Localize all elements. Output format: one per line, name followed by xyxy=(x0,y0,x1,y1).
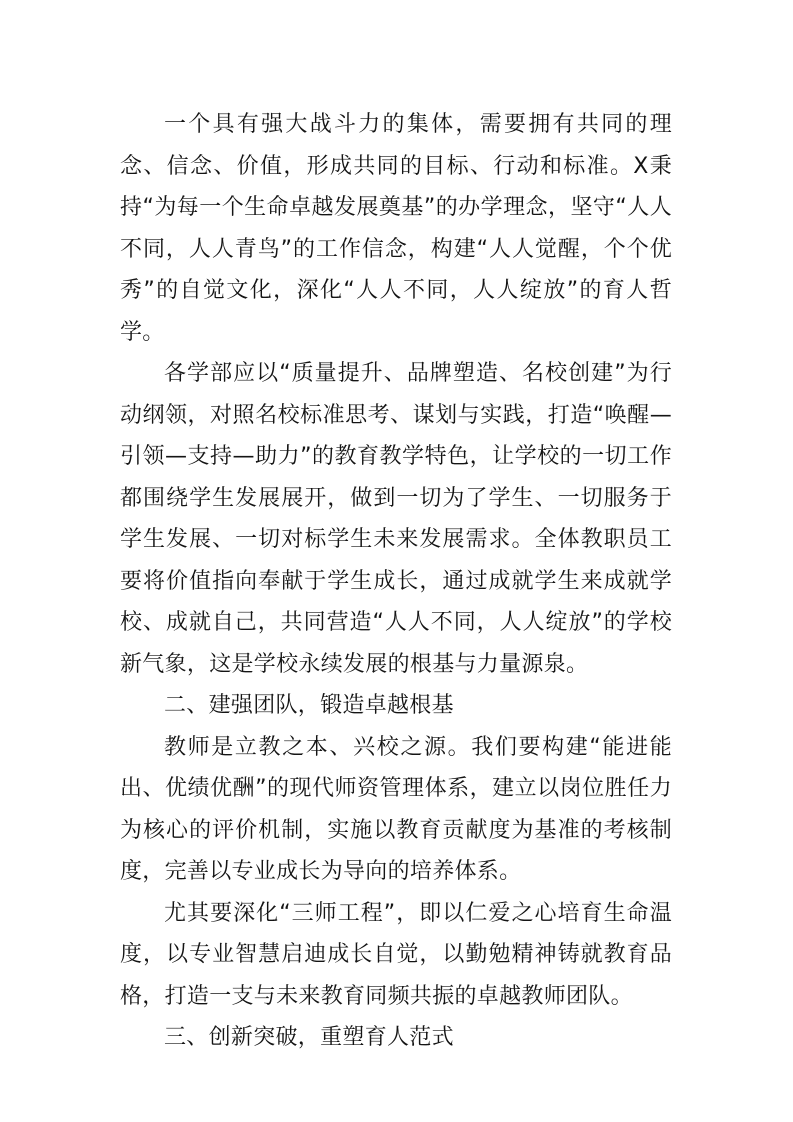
paragraph-action-program: 各学部应以“质量提升、品牌塑造、名校创建”为行动纲领，对照名校标准思考、谋划与实践，打造“唤醒—引领—支持—助力”的教育教学特色，让学校的一切工作都围绕学生发展展开，做到一切为了学生、一切服务于学生发展、一切对标学生未来发展需求。全体教职员工要将价值指向奉献于学生成长，通过成就学生来成就学校、成就自己，共同营造“人人不同，人人绽放”的学校新气象，这是学校永续发展的根基与力量源泉。 xyxy=(120,361,672,677)
paragraph-teacher-system: 教师是立教之本、兴校之源。我们要构建“能进能出、优绩优酬”的现代师资管理体系，建立以岗位胜任力为核心的评价机制，实施以教育贡献度为基准的考核制度，完善以专业成长为导向的培养体系。 xyxy=(120,734,672,884)
document-page xyxy=(120,104,672,1059)
section-heading-team: 二、建强团队，锻造卓越根基 xyxy=(164,693,454,718)
section-heading-innovation: 三、创新突破，重塑育人范式 xyxy=(164,1025,454,1050)
paragraph-shared-values: 一个具有强大战斗力的集体，需要拥有共同的理念、信念、价值，形成共同的目标、行动和标准。X秉持“为每一个生命卓越发展奠基”的办学理念，坚守“人人不同，人人青鸟”的工作信念，构建“人人觉醒，个个优秀”的自觉文化，深化“人人不同，人人绽放”的育人哲学。 xyxy=(120,112,672,345)
paragraph-three-teacher-project: 尤其要深化“三师工程”，即以仁爱之心培育生命温度，以专业智慧启迪成长自觉，以勤勉精神铸就教育品格，打造一支与未来教育同频共振的卓越教师团队。 xyxy=(120,900,672,1009)
